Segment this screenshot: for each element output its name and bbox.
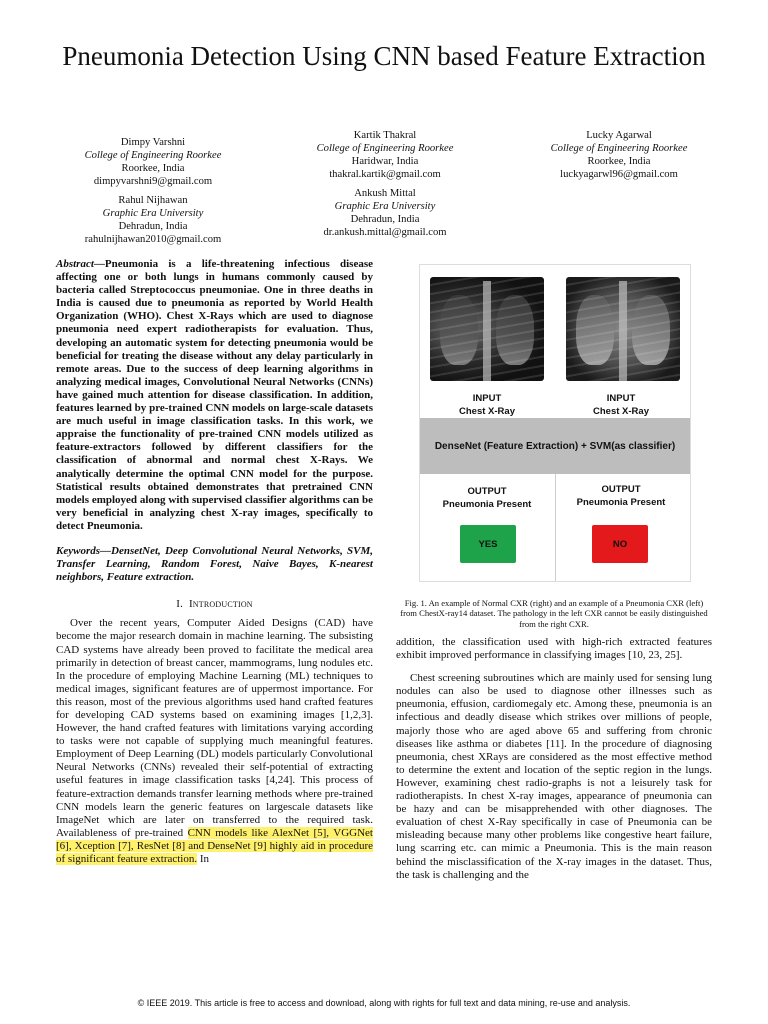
right-column bbox=[396, 636, 712, 882]
yes-box: YES bbox=[460, 525, 516, 563]
author-affiliation: Graphic Era University bbox=[102, 208, 204, 219]
author-email: dr.ankush.mittal@gmail.com bbox=[323, 227, 447, 238]
author-block bbox=[53, 136, 253, 188]
author-location: Dehradun, India bbox=[350, 214, 420, 225]
output-label-left: OUTPUT Pneumonia Present bbox=[442, 486, 532, 510]
figure-divider bbox=[555, 474, 556, 581]
author-location: Haridwar, India bbox=[351, 156, 419, 167]
intro-paragraph bbox=[56, 617, 373, 866]
author-block bbox=[519, 129, 719, 181]
figure-1 bbox=[419, 264, 691, 582]
abstract-label: Abstract bbox=[56, 258, 94, 270]
author-affiliation: Graphic Era University bbox=[334, 201, 436, 212]
highlighted-text[interactable]: CNN models like AlexNet [5], VGGNet [6], Xception [7], ResNet [8] and DenseNet [9] highly aid in procedure of significant feature extraction. bbox=[56, 826, 373, 866]
author-email: thakral.kartik@gmail.com bbox=[329, 169, 441, 180]
author-affiliation: College of Engineering Roorkee bbox=[84, 150, 222, 161]
author-email: rahulnijhawan2010@gmail.com bbox=[84, 234, 222, 245]
pipeline-band: DenseNet (Feature Extraction) + SVM(as classifier) bbox=[420, 418, 690, 474]
author-email: dimpyvarshni9@gmail.com bbox=[93, 176, 213, 187]
author-name: Kartik Thakral bbox=[353, 130, 417, 141]
section-number: I. bbox=[176, 598, 184, 611]
abstract bbox=[56, 258, 373, 533]
no-box: NO bbox=[592, 525, 648, 563]
section-heading bbox=[56, 598, 373, 611]
author-block bbox=[285, 129, 485, 181]
input-label-right: INPUT Chest X-Ray bbox=[593, 393, 649, 417]
author-location: Roorkee, India bbox=[587, 156, 651, 167]
author-name: Ankush Mittal bbox=[354, 188, 416, 199]
author-name: Dimpy Varshni bbox=[120, 137, 186, 148]
author-name: Lucky Agarwal bbox=[586, 130, 652, 141]
output-label-right: OUTPUT Pneumonia Present bbox=[576, 484, 666, 508]
input-label-left: INPUT Chest X-Ray bbox=[459, 393, 515, 417]
keywords: Keywords—DensetNet, Deep Convolutional Neural Networks, SVM, Transfer Learning, Random Forest, Naive Bayes, K-nearest neighbors, Feature extraction. bbox=[56, 544, 373, 584]
intro-text: Over the recent years, Computer Aided Designs (CAD) have become the major research domain in machine learning. The subsisting CAD systems have already been proved to facilitate the medical area primarily in detection of breast cancer, mammograms, lung nodules etc. In the procedure of employing Machine Learning (ML) techniques to medical images, significant features are of uppermost importance. For this reason, most of the previous algorithms used hand crafted features for developing CAD systems based on examining images [1,2,3]. However, the hand crafted features with limitations varying according to tasks were not capable of supplying much meaningful features. Employment of Deep Learning (DL) models particularly Convolutional Neural Networks (CNNs) revealed their self-potential of extracting useful features in image classification tasks [4,24]. This process of feature-extraction demands transfer learning methods where pre-trained CNN models learn the generic features on largescale datasets like ImageNet which are later on transferred to the required task. Availableness of pre-trained bbox=[56, 617, 373, 839]
author-block bbox=[285, 187, 485, 239]
right-paragraph-1: addition, the classification used with high-rich extracted features exhibit improved performance in classifying images [10, 23, 25]. bbox=[396, 636, 712, 662]
copyright-footer: © IEEE 2019. This article is free to access and download, along with rights for full text and data mining, re-use and analysis. bbox=[137, 998, 631, 1008]
author-email: luckyagarwl96@gmail.com bbox=[560, 169, 678, 180]
author-location: Roorkee, India bbox=[121, 163, 185, 174]
chest-xray-image-left bbox=[430, 277, 544, 381]
chest-xray-image-right bbox=[566, 277, 680, 381]
author-name: Rahul Nijhawan bbox=[118, 195, 188, 206]
abstract-text: —Pneumonia is a life-threatening infectious disease affecting one or both lungs in humans commonly caused by bacteria called Streptococcus pneumoniae. One in three deaths in India is caused due to pneumonia as reported by World Health Organization (WHO). Chest X-Rays which are used to diagnose pneumonia need expert radiotherapists for evaluation. Thus, developing an automatic system for detecting pneumonia would be beneficial for treating the disease without any delay particularly in remote areas. Due to the success of deep learning algorithms in analyzing medical images, Convolutional Neural Networks (CNNs) have gained much attention for disease classification. In addition, features learned by pre-trained CNN models on large-scale datasets are much useful in image classification tasks. In this work, we appraise the functionality of pre-trained CNN models utilized as feature-extractors followed by different classifiers for the classification of abnormal and normal chest X-Rays. We analytically determine the optimal CNN model for the purpose. Statistical results obtained demonstrates that pretrained CNN models employed along with supervised classifier algorithms can be very beneficial in analyzing chest X-ray images, specifically to detect Pneumonia. bbox=[56, 258, 373, 532]
figure-caption: Fig. 1. An example of Normal CXR (right) and an example of a Pneumonia CXR (left) from ChestX-ray14 dataset. The pathology in the left CXR cannot be easily distinguished from the right CXR. bbox=[400, 598, 708, 629]
intro-text-end: In bbox=[197, 853, 210, 866]
paper-title: Pneumonia Detection Using CNN based Feature Extraction bbox=[62, 41, 706, 71]
section-title: Introduction bbox=[188, 598, 253, 611]
author-affiliation: College of Engineering Roorkee bbox=[316, 143, 454, 154]
author-location: Dehradun, India bbox=[118, 221, 188, 232]
right-paragraph-2: Chest screening subroutines which are mainly used for sensing lung nodules can also be used to diagnose other illnesses such as pneumonia, effusion, cardiomegaly etc. Among these, pneumonia is an infectious and deadly disease which strikes over millions of people, majorly those who are aged above 65 and suffering from chronic diseases like asthma or diabetes [11]. In the procedure of diagnosing pneumonia, chest XRays are considered as the most effective method to determine the extent and location of the septic region in the lungs. However, examining chest radio-graphs is not a leisurely task for radiotherapists. In chest X-ray images, appearance of pneumonia can be hazy and can be misapprehended with other diagnoses. The evaluation of chest X-Ray specifically in case of Pneumonia can be misleading because many other problems like congestive heart failure, lung scarring etc. can mimic a Pneumonia. This is the main reason behind the misclassification of the X-ray images in the dataset. Thus, the task is challenging and the bbox=[396, 672, 712, 881]
author-block bbox=[53, 194, 253, 246]
left-column bbox=[56, 258, 373, 866]
author-affiliation: College of Engineering Roorkee bbox=[550, 143, 688, 154]
